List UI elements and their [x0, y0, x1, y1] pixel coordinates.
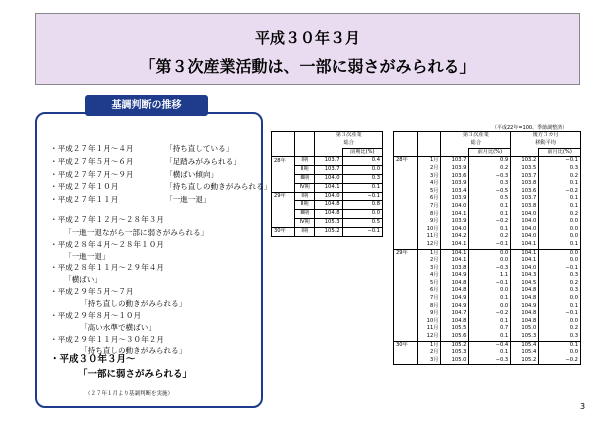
- m-cell-index: 104.1: [441, 249, 469, 257]
- m-cell-index: 105.6: [441, 333, 469, 341]
- q-header-2: 総合: [343, 139, 354, 146]
- m-cell-ma: 105.4: [511, 341, 539, 349]
- m-cell-ma: 104.8: [511, 318, 539, 326]
- m-cell-index: 104.0: [441, 226, 469, 234]
- m-cell-ma_change: 0.1: [539, 341, 581, 349]
- m-cell-ma: 103.7: [511, 173, 539, 181]
- m-cell-index: 103.8: [441, 265, 469, 273]
- q-cell-change: 0.0: [342, 210, 382, 219]
- monthly-row: [394, 303, 581, 311]
- m-cell-ma: 103.2: [511, 157, 539, 165]
- m-cell-m: 9月: [417, 218, 441, 226]
- m-cell-index: 104.1: [441, 257, 469, 265]
- monthly-row: [394, 310, 581, 318]
- m-cell-year: [394, 333, 418, 341]
- m-cell-year: [394, 241, 418, 249]
- q-cell-index: 104.1: [315, 183, 342, 192]
- m-header-2: 総合: [470, 139, 482, 146]
- monthly-row: [394, 280, 581, 288]
- m-cell-m: 1月: [417, 341, 441, 349]
- m-cell-ma_change: 0.0: [539, 233, 581, 241]
- m-cell-ma_change: 0.3: [539, 333, 581, 341]
- current-judgment-period: ・平成３０年３月～: [50, 354, 136, 365]
- m-cell-ma: 103.5: [511, 165, 539, 173]
- m-cell-m: 6月: [417, 287, 441, 295]
- m-cell-index: 105.3: [441, 349, 469, 357]
- q-cell-index: 104.8: [315, 201, 342, 210]
- m-cell-change: −0.4: [469, 341, 511, 349]
- m-header-3: 前月比(%): [469, 148, 511, 157]
- quarterly-row: [272, 210, 383, 219]
- judgment-text: 「持ち直しの動きがみられる」: [80, 346, 187, 355]
- m-cell-m: 2月: [417, 165, 441, 173]
- m-cell-index: 104.0: [441, 203, 469, 211]
- m-cell-m: 4月: [417, 272, 441, 280]
- m-cell-m: 7月: [417, 203, 441, 211]
- m-cell-year: [394, 310, 418, 318]
- m-cell-m: 7月: [417, 295, 441, 303]
- m-cell-change: 0.5: [469, 195, 511, 203]
- m-cell-ma_change: −0.1: [539, 310, 581, 318]
- m-cell-year: [394, 318, 418, 326]
- q-cell-index: 105.2: [315, 227, 342, 236]
- page-number: 3: [580, 402, 586, 411]
- m-cell-m: 3月: [417, 357, 441, 365]
- m-cell-year: [394, 203, 418, 211]
- m-cell-ma: 103.8: [511, 180, 539, 188]
- q-cell-q: Ⅰ期: [294, 192, 314, 201]
- m-cell-change: 0.1: [469, 203, 511, 211]
- q-cell-change: 0.4: [342, 157, 382, 166]
- quarterly-table: [271, 131, 383, 237]
- m-cell-ma_change: 0.1: [539, 203, 581, 211]
- title-banner: [35, 13, 580, 85]
- m-cell-change: −0.2: [469, 218, 511, 226]
- m-cell-change: 0.1: [469, 211, 511, 219]
- judgment-text: 「持ち直している」: [165, 144, 234, 153]
- m-header-4: 後方３カ月: [532, 132, 559, 138]
- m-cell-ma: 104.1: [511, 241, 539, 249]
- m-cell-index: 103.7: [441, 157, 469, 165]
- m-cell-ma_change: −0.1: [539, 157, 581, 165]
- judgment-period: ・平成２９年５月～７月: [50, 287, 134, 296]
- m-cell-year: 28年: [394, 157, 418, 165]
- m-cell-index: 103.9: [441, 165, 469, 173]
- m-header-5: 移動平均: [535, 139, 556, 146]
- monthly-row: [394, 349, 581, 357]
- m-cell-ma_change: 0.2: [539, 325, 581, 333]
- q-cell-year: [272, 174, 295, 183]
- title-line-2: 「第３次産業活動は、一部に弱さがみられる」: [139, 57, 476, 76]
- judgment-text: 「持ち直しの動きがみられる」: [80, 299, 187, 308]
- judgment-period: ・平成２７年１月～４月: [50, 144, 134, 153]
- m-cell-ma_change: 0.0: [539, 218, 581, 226]
- m-cell-ma: 105.0: [511, 325, 539, 333]
- q-cell-index: 103.7: [315, 166, 342, 175]
- monthly-row: [394, 325, 581, 333]
- m-cell-change: −0.1: [469, 280, 511, 288]
- monthly-row: [394, 165, 581, 173]
- q-cell-change: 0.1: [342, 183, 382, 192]
- m-cell-ma: 104.0: [511, 265, 539, 273]
- m-cell-ma_change: 0.0: [539, 295, 581, 303]
- m-cell-m: 12月: [417, 333, 441, 341]
- monthly-row: [394, 180, 581, 188]
- monthly-row: [394, 318, 581, 326]
- m-cell-ma_change: −0.2: [539, 188, 581, 196]
- m-cell-m: 5月: [417, 188, 441, 196]
- m-cell-year: [394, 325, 418, 333]
- judgment-text: 「高い水準で横ばい」: [80, 323, 156, 332]
- m-cell-index: 104.9: [441, 303, 469, 311]
- monthly-row: [394, 226, 581, 234]
- q-cell-index: 104.0: [315, 192, 342, 201]
- m-cell-ma_change: 0.3: [539, 272, 581, 280]
- q-cell-year: [272, 183, 295, 192]
- m-cell-index: 103.9: [441, 180, 469, 188]
- m-cell-ma: 104.1: [511, 257, 539, 265]
- judgment-text: 「足踏みがみられる」: [165, 157, 241, 166]
- judgment-period: ・平成２７年１２月～２８年３月: [50, 215, 164, 224]
- judgment-text: 「横ばい傾向」: [165, 170, 219, 179]
- monthly-row: [394, 272, 581, 280]
- m-cell-year: [394, 211, 418, 219]
- quarterly-row: [272, 157, 383, 166]
- m-cell-year: [394, 188, 418, 196]
- m-header-6: 前月比(%): [539, 148, 581, 157]
- q-cell-index: 104.8: [315, 210, 342, 219]
- m-cell-change: −0.5: [469, 188, 511, 196]
- m-cell-year: [394, 349, 418, 357]
- q-cell-q: Ⅳ期: [294, 183, 314, 192]
- m-cell-ma_change: 0.1: [539, 241, 581, 249]
- m-cell-ma: 104.0: [511, 226, 539, 234]
- q-cell-q: Ⅲ期: [294, 210, 314, 219]
- m-cell-m: 1月: [417, 157, 441, 165]
- monthly-row: [394, 188, 581, 196]
- m-cell-m: 3月: [417, 173, 441, 181]
- monthly-row: [394, 203, 581, 211]
- m-cell-ma: 103.7: [511, 195, 539, 203]
- m-cell-change: 0.3: [469, 180, 511, 188]
- monthly-row: [394, 218, 581, 226]
- m-cell-change: 1.1: [469, 272, 511, 280]
- judgment-period: ・平成２７年５月～６月: [50, 157, 134, 166]
- m-cell-ma: 104.1: [511, 249, 539, 257]
- m-cell-m: 12月: [417, 241, 441, 249]
- q-cell-q: Ⅱ期: [294, 201, 314, 210]
- judgment-period: ・平成２７年７月～９月: [50, 170, 134, 179]
- m-cell-year: [394, 165, 418, 173]
- monthly-row: [394, 211, 581, 219]
- m-cell-change: 0.1: [469, 333, 511, 341]
- m-cell-change: 0.0: [469, 303, 511, 311]
- m-cell-ma_change: 0.0: [539, 257, 581, 265]
- m-cell-ma_change: 0.1: [539, 180, 581, 188]
- q-cell-change: 0.8: [342, 201, 382, 210]
- m-cell-change: −0.3: [469, 265, 511, 273]
- m-cell-year: 30年: [394, 341, 418, 349]
- m-cell-ma_change: 0.0: [539, 249, 581, 257]
- monthly-row: [394, 333, 581, 341]
- m-cell-index: 103.9: [441, 195, 469, 203]
- judgment-period: ・平成２７年１０月: [50, 182, 119, 191]
- q-cell-year: 29年: [272, 192, 295, 201]
- m-cell-ma: 103.6: [511, 188, 539, 196]
- m-cell-m: 11月: [417, 325, 441, 333]
- m-cell-index: 103.4: [441, 188, 469, 196]
- m-cell-change: 0.7: [469, 325, 511, 333]
- judgment-period: ・平成２９年８月～１０月: [50, 311, 142, 320]
- m-cell-ma_change: 0.1: [539, 195, 581, 203]
- m-cell-year: [394, 233, 418, 241]
- m-cell-year: [394, 265, 418, 273]
- judgment-text: 「一進一退」: [64, 252, 110, 261]
- m-cell-year: [394, 287, 418, 295]
- judgment-period: ・平成２８年４月～２８年１０月: [50, 240, 164, 249]
- m-cell-year: [394, 218, 418, 226]
- q-cell-change: 0.3: [342, 174, 382, 183]
- quarterly-row: [272, 166, 383, 175]
- q-cell-q: Ⅰ期: [294, 227, 314, 236]
- monthly-row: [394, 287, 581, 295]
- q-cell-index: 104.0: [315, 174, 342, 183]
- m-cell-m: 2月: [417, 349, 441, 357]
- judgment-period: ・平成２８年１１月～２９年４月: [50, 263, 164, 272]
- m-cell-change: −0.3: [469, 357, 511, 365]
- m-cell-change: 0.1: [469, 226, 511, 234]
- m-cell-m: 3月: [417, 265, 441, 273]
- m-cell-index: 104.8: [441, 280, 469, 288]
- q-cell-year: 30年: [272, 227, 295, 236]
- q-cell-q: Ⅳ期: [294, 218, 314, 227]
- m-cell-ma: 104.0: [511, 211, 539, 219]
- monthly-row: [394, 249, 581, 257]
- m-cell-year: [394, 173, 418, 181]
- m-cell-m: 10月: [417, 318, 441, 326]
- q-cell-index: 103.7: [315, 157, 342, 166]
- m-cell-change: 0.0: [469, 249, 511, 257]
- monthly-row: [394, 241, 581, 249]
- m-cell-year: [394, 226, 418, 234]
- m-cell-change: 0.1: [469, 295, 511, 303]
- monthly-row: [394, 357, 581, 365]
- m-cell-change: −0.3: [469, 173, 511, 181]
- m-cell-change: 0.2: [469, 233, 511, 241]
- current-judgment-text: 「一部に弱さがみられる」: [78, 369, 193, 380]
- q-cell-year: [272, 201, 295, 210]
- m-cell-index: 104.8: [441, 318, 469, 326]
- m-cell-ma: 104.8: [511, 295, 539, 303]
- m-cell-m: 4月: [417, 180, 441, 188]
- m-cell-ma_change: 0.3: [539, 165, 581, 173]
- m-cell-index: 104.8: [441, 287, 469, 295]
- m-cell-change: 0.2: [469, 165, 511, 173]
- m-cell-index: 104.9: [441, 272, 469, 280]
- quarterly-row: [272, 218, 383, 227]
- m-cell-ma: 105.3: [511, 333, 539, 341]
- m-cell-year: [394, 280, 418, 288]
- m-cell-year: [394, 257, 418, 265]
- m-cell-year: [394, 272, 418, 280]
- m-cell-change: 0.0: [469, 257, 511, 265]
- monthly-row: [394, 157, 581, 165]
- quarterly-row: [272, 192, 383, 201]
- q-cell-year: [272, 218, 295, 227]
- q-cell-year: [272, 166, 295, 175]
- q-cell-index: 105.3: [315, 218, 342, 227]
- m-cell-ma: 104.5: [511, 280, 539, 288]
- m-cell-change: 0.1: [469, 349, 511, 357]
- q-cell-q: Ⅰ期: [294, 157, 314, 166]
- m-cell-ma: 103.8: [511, 203, 539, 211]
- monthly-table: [393, 131, 581, 365]
- m-cell-m: 8月: [417, 211, 441, 219]
- q-cell-year: [272, 210, 295, 219]
- m-cell-change: 0.1: [469, 318, 511, 326]
- quarterly-row: [272, 183, 383, 192]
- quarterly-row: [272, 174, 383, 183]
- m-cell-ma_change: 0.2: [539, 211, 581, 219]
- q-cell-change: 0.0: [342, 166, 382, 175]
- m-cell-ma_change: 0.2: [539, 173, 581, 181]
- q-header-1: 第３次産業: [335, 132, 362, 138]
- m-cell-ma_change: −0.1: [539, 265, 581, 273]
- m-cell-ma_change: 0.0: [539, 349, 581, 357]
- monthly-row: [394, 265, 581, 273]
- m-cell-index: 105.5: [441, 325, 469, 333]
- quarterly-row: [272, 201, 383, 210]
- judgment-note: （２７年１月より基調判断を実施）: [85, 391, 174, 397]
- m-cell-index: 104.9: [441, 295, 469, 303]
- m-cell-year: 29年: [394, 249, 418, 257]
- m-cell-index: 104.2: [441, 233, 469, 241]
- m-cell-index: 104.1: [441, 241, 469, 249]
- m-cell-m: 8月: [417, 303, 441, 311]
- quarterly-row: [272, 227, 383, 236]
- m-cell-ma: 105.2: [511, 357, 539, 365]
- judgment-text: 「横ばい」: [64, 275, 102, 284]
- m-cell-index: 103.9: [441, 218, 469, 226]
- m-cell-m: 2月: [417, 257, 441, 265]
- q-cell-change: −0.1: [342, 192, 382, 201]
- m-cell-ma_change: 0.1: [539, 303, 581, 311]
- m-cell-m: 9月: [417, 310, 441, 318]
- monthly-row: [394, 233, 581, 241]
- m-cell-change: 0.0: [469, 287, 511, 295]
- judgment-period: ・平成２７年１１月: [50, 195, 119, 204]
- m-cell-ma_change: 0.0: [539, 226, 581, 234]
- m-cell-change: −0.1: [469, 241, 511, 249]
- m-cell-ma_change: 0.2: [539, 280, 581, 288]
- m-cell-ma_change: −0.2: [539, 357, 581, 365]
- m-cell-change: 0.9: [469, 157, 511, 165]
- m-cell-ma: 104.8: [511, 287, 539, 295]
- q-cell-change: −0.1: [342, 227, 382, 236]
- m-cell-index: 104.1: [441, 211, 469, 219]
- m-cell-ma: 104.3: [511, 272, 539, 280]
- title-line-1: 平成３０年３月: [254, 29, 360, 47]
- q-cell-change: 0.5: [342, 218, 382, 227]
- q-cell-year: 28年: [272, 157, 295, 166]
- q-header-3: 前期比(%): [342, 148, 382, 157]
- m-cell-ma: 104.9: [511, 303, 539, 311]
- m-cell-change: −0.2: [469, 310, 511, 318]
- m-cell-year: [394, 195, 418, 203]
- judgment-label: 基調判断の推移: [85, 95, 208, 116]
- m-cell-year: [394, 295, 418, 303]
- m-cell-m: 5月: [417, 280, 441, 288]
- judgment-period: ・平成２９年１１月～３０年２月: [50, 335, 164, 344]
- judgment-text: 「持ち直しの動きがみられる」: [165, 182, 272, 191]
- m-cell-index: 105.0: [441, 357, 469, 365]
- m-cell-ma_change: 0.0: [539, 318, 581, 326]
- m-cell-ma_change: 0.3: [539, 287, 581, 295]
- m-cell-year: [394, 303, 418, 311]
- m-cell-m: 1月: [417, 249, 441, 257]
- q-cell-q: Ⅲ期: [294, 174, 314, 183]
- m-cell-year: [394, 357, 418, 365]
- monthly-row: [394, 173, 581, 181]
- m-header-1: 第３次産業: [462, 132, 489, 138]
- m-cell-ma: 105.4: [511, 349, 539, 357]
- m-cell-ma: 104.0: [511, 218, 539, 226]
- judgment-text: 「一進一退」: [165, 195, 211, 204]
- m-cell-ma: 104.8: [511, 310, 539, 318]
- m-cell-index: 104.7: [441, 310, 469, 318]
- m-cell-ma: 104.0: [511, 233, 539, 241]
- unit-note: （平成22年=100、季節調整済）: [492, 125, 568, 131]
- monthly-row: [394, 341, 581, 349]
- m-cell-m: 10月: [417, 226, 441, 234]
- m-cell-year: [394, 180, 418, 188]
- m-cell-index: 105.2: [441, 341, 469, 349]
- monthly-row: [394, 257, 581, 265]
- m-cell-m: 6月: [417, 195, 441, 203]
- monthly-row: [394, 295, 581, 303]
- monthly-row: [394, 195, 581, 203]
- m-cell-index: 103.6: [441, 173, 469, 181]
- judgment-text: 「一進一退ながら一部に弱さがみられる」: [64, 228, 209, 237]
- q-cell-q: Ⅱ期: [294, 166, 314, 175]
- m-cell-m: 11月: [417, 233, 441, 241]
